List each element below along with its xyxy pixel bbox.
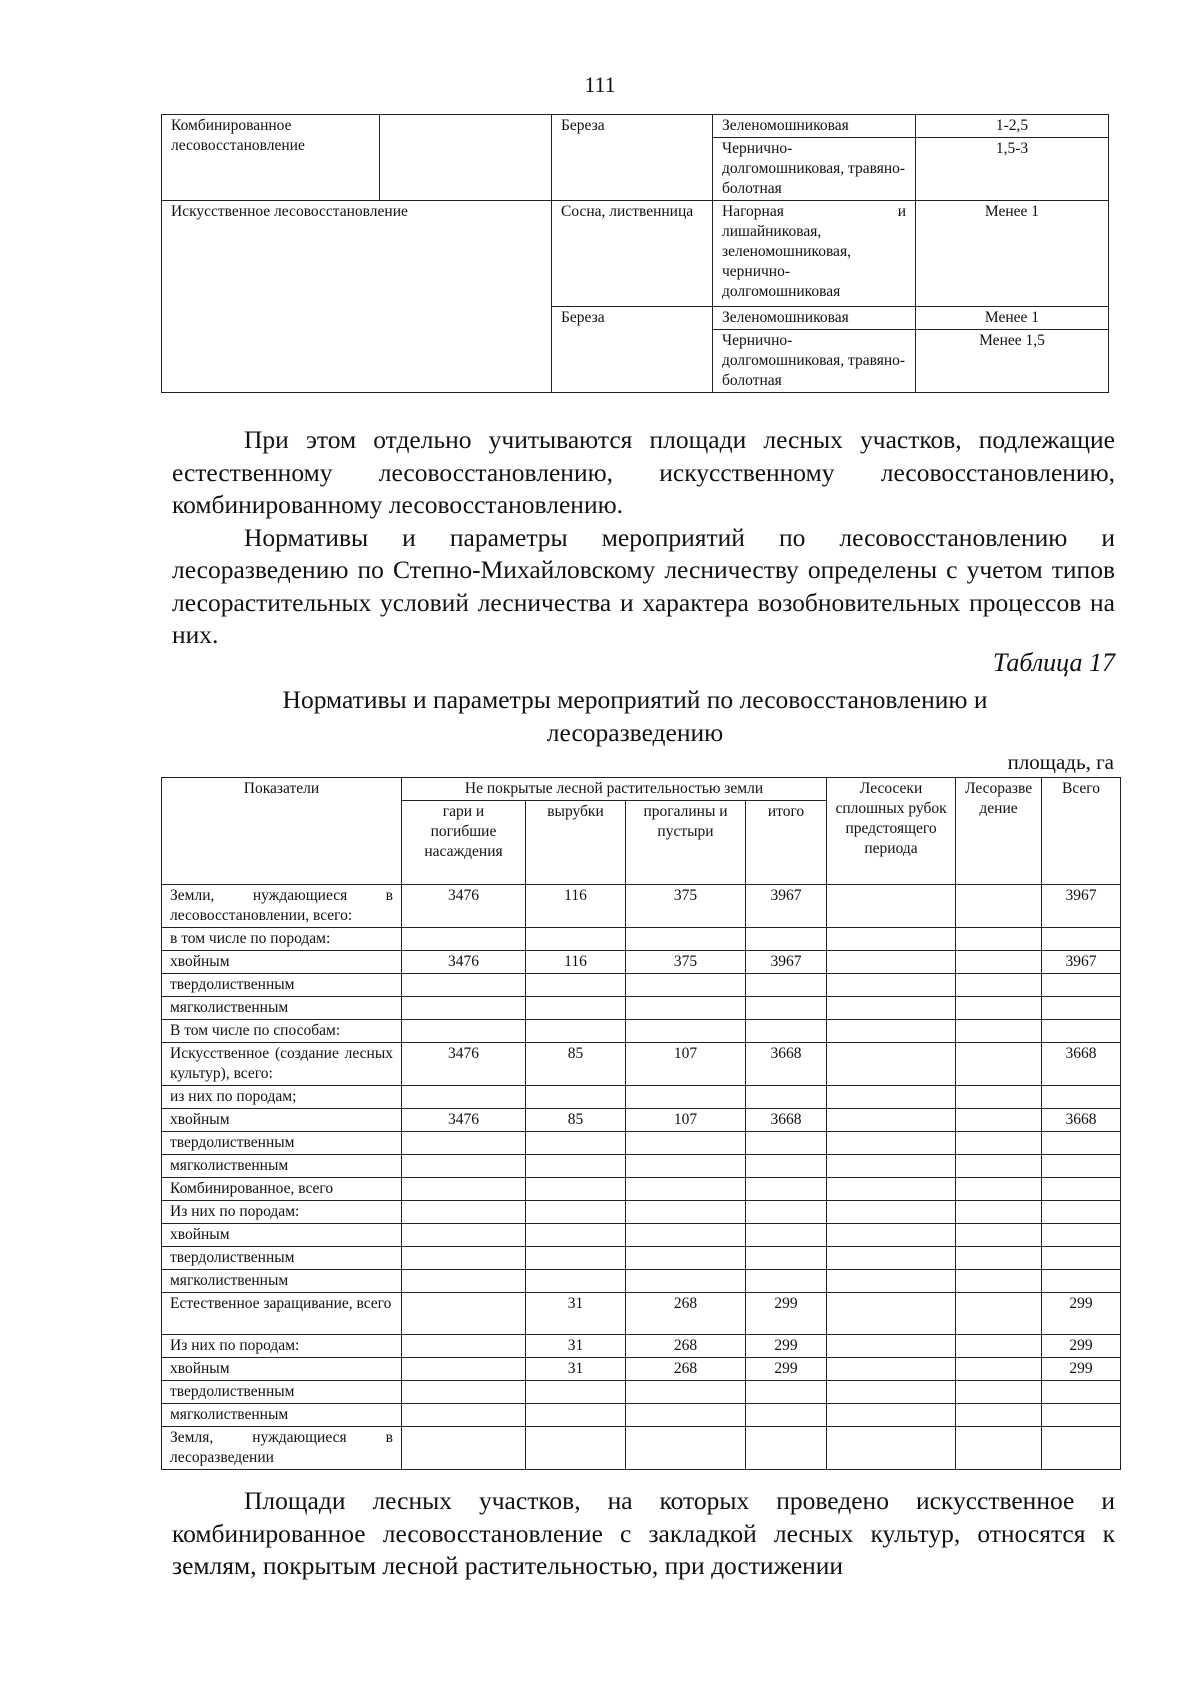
table-cell (402, 1201, 526, 1224)
table-cell (1042, 1247, 1121, 1270)
paragraph: При этом отдельно учитываются площади лесных участков, подлежащие естественному лесовосстановлению, искусственному лесовосстановлению, комбинированному лесовосстановлению. (172, 425, 1115, 519)
row-label: В том числе по способам: (162, 1020, 402, 1043)
table-cell (626, 1132, 746, 1155)
table-cell (402, 1335, 526, 1358)
table-row (162, 1086, 1121, 1109)
table-cell: Береза (552, 307, 713, 393)
table-cell (402, 1178, 526, 1201)
table-row (162, 1404, 1121, 1427)
row-label: мягколиственным (162, 1270, 402, 1293)
table-cell (827, 1404, 956, 1427)
table-cell (827, 1020, 956, 1043)
table-cell-text: лишайниковая, зеленомошниковая, чернично-долгомошниковая (722, 223, 851, 300)
table-row (162, 1178, 1121, 1201)
table-cell (626, 974, 746, 997)
table-cell (626, 1020, 746, 1043)
table-cell: 299 (1042, 1358, 1121, 1381)
table-cell: Комбинированное лесовосстановление (162, 115, 380, 201)
table-cell: 299 (1042, 1293, 1121, 1335)
table-cell (526, 1020, 626, 1043)
table-cell (956, 1247, 1042, 1270)
row-label: из них по породам; (162, 1086, 402, 1109)
header-cell: итого (746, 801, 827, 885)
table-cell (956, 1155, 1042, 1178)
table-cell (827, 997, 956, 1020)
table-cell (956, 1293, 1042, 1335)
table-row (162, 974, 1121, 997)
table-cell: 3967 (746, 951, 827, 974)
table-cell (402, 1086, 526, 1109)
table-cell (626, 997, 746, 1020)
table-cell (1042, 928, 1121, 951)
row-label: Из них по породам: (162, 1201, 402, 1224)
row-label: Земля, нуждающиеся в лесоразведении (162, 1427, 402, 1470)
header-cell: Лесосеки сплошных рубок предстоящего периода (827, 778, 956, 885)
table-cell (827, 1043, 956, 1086)
table-cell (402, 928, 526, 951)
header-cell: Всего (1042, 778, 1121, 885)
table-cell (956, 1201, 1042, 1224)
table-cell (956, 1270, 1042, 1293)
table-cell (402, 1155, 526, 1178)
table-cell: 3967 (1042, 951, 1121, 974)
table-cell: 268 (626, 1358, 746, 1381)
table-cell (1042, 1404, 1121, 1427)
table-cell: 299 (746, 1358, 827, 1381)
header-cell: прогалины и пустыри (626, 801, 746, 885)
table-cell: 1-2,5 (916, 115, 1109, 138)
header-cell: гари и погибшие насаждения (402, 801, 526, 885)
table-row (162, 1020, 1121, 1043)
table-cell (956, 1020, 1042, 1043)
table-cell: 375 (626, 951, 746, 974)
row-label: твердолиственным (162, 1381, 402, 1404)
table-row (162, 1132, 1121, 1155)
table-cell (956, 1358, 1042, 1381)
table-cell (827, 1086, 956, 1109)
table-cell (1042, 1132, 1121, 1155)
table-cell (402, 997, 526, 1020)
row-label: Земли, нуждающиеся в лесовосстановлении, всего: (162, 885, 402, 928)
table-cell (827, 1293, 956, 1335)
header-cell: вырубки (526, 801, 626, 885)
table-cell (746, 1178, 827, 1201)
table-cell (746, 1086, 827, 1109)
table-cell (526, 997, 626, 1020)
table-cell: 3476 (402, 1043, 526, 1086)
table-cell (827, 1381, 956, 1404)
table-cell: 3668 (746, 1043, 827, 1086)
table-cell (1042, 1086, 1121, 1109)
table-cell (956, 1427, 1042, 1470)
table-row (162, 928, 1121, 951)
table-cell (526, 1381, 626, 1404)
table-cell: Зеленомошниковая (713, 115, 916, 138)
table-cell: 107 (626, 1109, 746, 1132)
table-cell (1042, 1224, 1121, 1247)
table-cell (1042, 1020, 1121, 1043)
table-cell (956, 1224, 1042, 1247)
body-text (172, 424, 1115, 652)
header-cell: Показатели (162, 778, 402, 885)
table-cell (626, 1224, 746, 1247)
table-cell (827, 1224, 956, 1247)
table-row (162, 1247, 1121, 1270)
row-label: мягколиственным (162, 1404, 402, 1427)
table-row (162, 1293, 1121, 1335)
row-label: Естественное зарaщивание, всего (162, 1293, 402, 1335)
table-caption: Таблица 17 (992, 648, 1115, 677)
table-cell (827, 1201, 956, 1224)
row-label: твердолиственным (162, 1247, 402, 1270)
table-title: Нормативы и параметры мероприятий по лесовосстановлению и лесоразведению (282, 685, 988, 747)
table-cell: 3668 (1042, 1109, 1121, 1132)
table-cell (626, 1247, 746, 1270)
table-cell (626, 1201, 746, 1224)
table-row (162, 1358, 1121, 1381)
row-label: твердолиственным (162, 974, 402, 997)
row-label: Комбинированное, всего (162, 1178, 402, 1201)
table-cell (526, 1178, 626, 1201)
table-cell (526, 1155, 626, 1178)
table-cell: 31 (526, 1335, 626, 1358)
table-cell (746, 1427, 827, 1470)
table-cell (746, 974, 827, 997)
table-cell: 268 (626, 1335, 746, 1358)
table-cell: 3668 (1042, 1043, 1121, 1086)
row-label: хвойным (162, 1358, 402, 1381)
table-cell (626, 1427, 746, 1470)
table-cell: Менее 1 (916, 201, 1109, 307)
table-cell (1042, 997, 1121, 1020)
table-cell (746, 1201, 827, 1224)
table-cell (956, 1132, 1042, 1155)
table-row (162, 1201, 1121, 1224)
table-cell (956, 1404, 1042, 1427)
reforestation-period-table (161, 114, 1109, 393)
table-cell: 299 (746, 1335, 827, 1358)
table-cell (402, 974, 526, 997)
table-cell (827, 1247, 956, 1270)
table-cell: 85 (526, 1109, 626, 1132)
table-cell (827, 974, 956, 997)
table-cell (526, 1086, 626, 1109)
table-cell (827, 885, 956, 928)
table-row (162, 1155, 1121, 1178)
table-cell (827, 1132, 956, 1155)
table-cell: 3476 (402, 885, 526, 928)
table-cell: 85 (526, 1043, 626, 1086)
header-cell: Лесоразведение (956, 778, 1042, 885)
table-cell: 268 (626, 1293, 746, 1335)
table-cell (402, 1247, 526, 1270)
table-unit: площадь, га (1007, 750, 1114, 774)
table-cell (1042, 1381, 1121, 1404)
paragraph: Площади лесных участков, на которых проведено искусственное и комбинированное лесовосстановление с закладкой лесных культур, относятся к землям, покрытым лесной растительностью, при достижении (172, 1486, 1115, 1580)
table-cell (956, 1178, 1042, 1201)
table-cell (1042, 1427, 1121, 1470)
page-number: 111 (584, 72, 616, 97)
table-cell (526, 1132, 626, 1155)
table-cell: Менее 1 (916, 307, 1109, 330)
row-label: Из них по породам: (162, 1335, 402, 1358)
body-text-continued (172, 1485, 1115, 1583)
table-cell (626, 1178, 746, 1201)
table-cell (402, 1404, 526, 1427)
table-cell (1042, 974, 1121, 997)
table-row (162, 1335, 1121, 1358)
table-cell (746, 1270, 827, 1293)
table-cell (626, 1086, 746, 1109)
table-cell (626, 928, 746, 951)
row-label: Искусственное (создание лесных культур), всего: (162, 1043, 402, 1086)
table-cell: 299 (1042, 1335, 1121, 1358)
table-cell: 3476 (402, 1109, 526, 1132)
table-cell (827, 1270, 956, 1293)
table-cell (626, 1155, 746, 1178)
table-cell (827, 1155, 956, 1178)
table-cell (827, 951, 956, 974)
table-cell (626, 1270, 746, 1293)
table-cell (380, 115, 552, 201)
table-cell: 3668 (746, 1109, 827, 1132)
table-cell (956, 928, 1042, 951)
table-cell (956, 885, 1042, 928)
table-cell (956, 997, 1042, 1020)
table-cell (526, 1224, 626, 1247)
table-cell: 375 (626, 885, 746, 928)
table-cell: Менее 1,5 (916, 330, 1109, 393)
row-label: мягколиственным (162, 997, 402, 1020)
table-cell (746, 928, 827, 951)
row-label: в том числе по породам: (162, 928, 402, 951)
table-cell (827, 1358, 956, 1381)
table-cell (746, 1381, 827, 1404)
table-cell (956, 1086, 1042, 1109)
table-cell (827, 1427, 956, 1470)
table-cell (526, 1201, 626, 1224)
table-cell (402, 1381, 526, 1404)
table-cell: 1,5-3 (916, 138, 1109, 201)
table-cell (626, 1404, 746, 1427)
table-row (162, 1224, 1121, 1247)
table-cell (746, 997, 827, 1020)
table-cell (402, 1427, 526, 1470)
table-cell (827, 1109, 956, 1132)
table-cell-text: и (897, 203, 906, 220)
table-cell (956, 1381, 1042, 1404)
table-cell (827, 928, 956, 951)
table-cell (746, 1155, 827, 1178)
row-label: мягколиственным (162, 1155, 402, 1178)
table-cell (402, 1020, 526, 1043)
table-row (162, 885, 1121, 928)
table-cell (526, 974, 626, 997)
table-cell (526, 928, 626, 951)
row-label: хвойным (162, 1109, 402, 1132)
table-cell: 116 (526, 951, 626, 974)
table-row (162, 951, 1121, 974)
table-cell (1042, 1178, 1121, 1201)
table-cell (1042, 1155, 1121, 1178)
table-cell (746, 1404, 827, 1427)
table-cell: 3476 (402, 951, 526, 974)
table-row (162, 1109, 1121, 1132)
table-cell (713, 201, 916, 307)
table-row (162, 1427, 1121, 1470)
row-label: хвойным (162, 1224, 402, 1247)
table-cell: 31 (526, 1358, 626, 1381)
table-cell (956, 1043, 1042, 1086)
table-cell (827, 1335, 956, 1358)
table-cell: 107 (626, 1043, 746, 1086)
table-cell (1042, 1270, 1121, 1293)
header-cell: Не покрытые лесной растительностью земли (402, 778, 827, 801)
row-label: хвойным (162, 951, 402, 974)
table-cell (746, 1020, 827, 1043)
table-cell (526, 1404, 626, 1427)
table-cell (746, 1132, 827, 1155)
table-cell: Зеленомошниковая (713, 307, 916, 330)
table-cell (956, 951, 1042, 974)
table-cell (526, 1427, 626, 1470)
table-cell (526, 1247, 626, 1270)
table-cell (402, 1293, 526, 1335)
reforestation-standards-table (161, 777, 1121, 1470)
table-cell: Береза (552, 115, 713, 201)
table-cell (626, 1381, 746, 1404)
table-cell (402, 1224, 526, 1247)
table-cell: 299 (746, 1293, 827, 1335)
table-cell: 116 (526, 885, 626, 928)
table-cell (956, 974, 1042, 997)
table-cell (402, 1132, 526, 1155)
table-cell (956, 1109, 1042, 1132)
table-cell (1042, 1201, 1121, 1224)
table-cell (402, 1270, 526, 1293)
table-cell: Искусственное лесовосстановление (162, 201, 552, 393)
table-cell: Чернично-долгомошниковая, травяно-болотная (713, 330, 916, 393)
table-row (162, 1270, 1121, 1293)
table-cell: 3967 (746, 885, 827, 928)
table-cell (827, 1178, 956, 1201)
table-cell (956, 1335, 1042, 1358)
row-label: твердолиственным (162, 1132, 402, 1155)
table-cell (526, 1270, 626, 1293)
table-row (162, 1381, 1121, 1404)
paragraph: Нормативы и параметры мероприятий по лесовосстановлению и лесоразведению по Степно-Михайловскому лесничеству определены с учетом типов лесорастительных условий лесничества и характера возобновительных процессов на них. (172, 522, 1115, 649)
table-cell (746, 1247, 827, 1270)
table-row (162, 1043, 1121, 1086)
table-row (162, 997, 1121, 1020)
table-cell (746, 1224, 827, 1247)
table-cell: 31 (526, 1293, 626, 1335)
table-cell: Сосна, лиственница (552, 201, 713, 307)
table-cell-text: Нагорная (722, 203, 784, 220)
table-cell: Чернично-долгомошниковая, травяно-болотная (713, 138, 916, 201)
table-cell (402, 1358, 526, 1381)
table-cell: 3967 (1042, 885, 1121, 928)
